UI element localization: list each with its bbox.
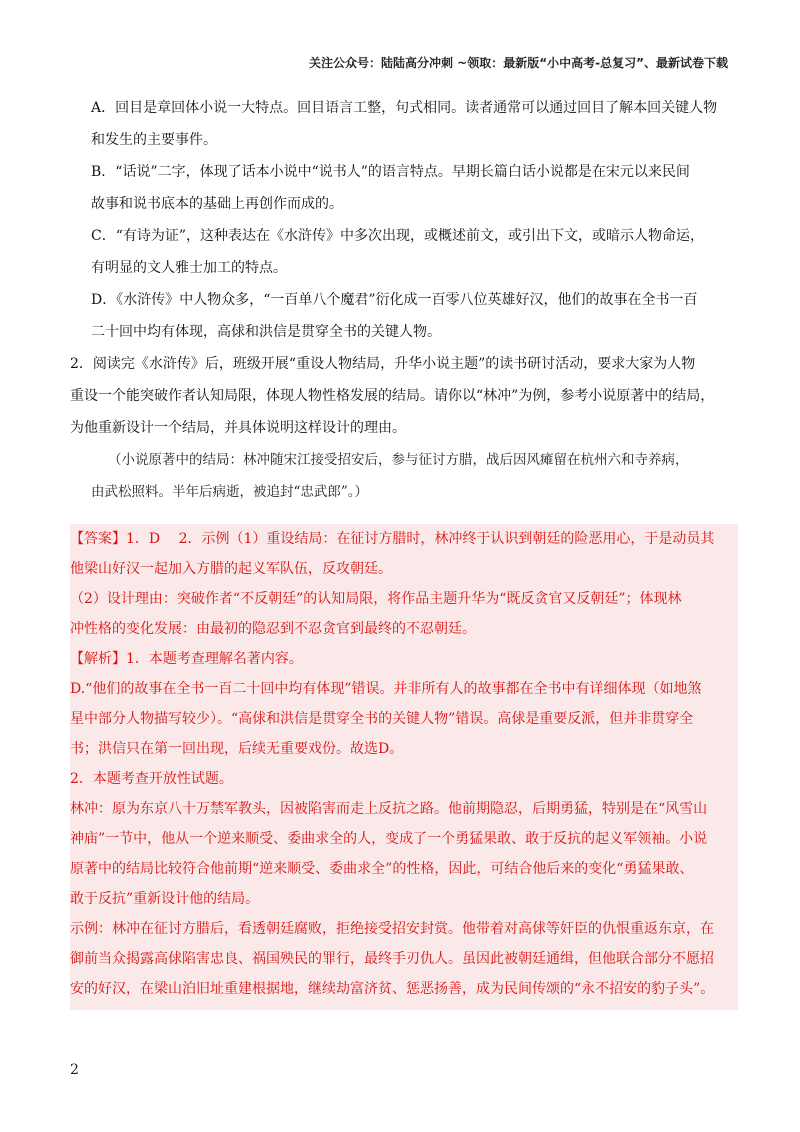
analysis-line: 神庙”一节中，他从一个逆来顺受、委曲求全的人，变成了一个勇猛果敢、敢于反抗的起义军领袖。小说 (70, 831, 708, 847)
analysis-line: 【解析】1．本题考查理解名著内容。 (70, 651, 303, 667)
example-line: 安的好汉，在梁山泊旧址重建根据地，继续劫富济贫、惩恶扬善，成为民间传颂的“永不招安的豹子头”。 (70, 981, 715, 997)
question2-line2: 重设一个能突破作者认知局限，体现人物性格发展的结局。请你以“林冲”为例，参考小说原著中的结局， (70, 388, 715, 404)
analysis-line: D.“他们的故事在全书一百二十回中均有体现”错误。并非所有人的故事都在全书中有详细体现（如地煞 (70, 681, 702, 697)
original-ending-note-line2: 由武松照料。半年后病逝，被追封“忠武郎”。） (91, 484, 369, 500)
option-b-line2: 故事和说书底本的基础上再创作而成的。 (91, 196, 343, 212)
option-c-line2: 有明显的文人雅士加工的特点。 (91, 260, 287, 276)
analysis-line: 2．本题考查开放性试题。 (70, 771, 233, 787)
question2-line3: 为他重新设计一个结局，并具体说明这样设计的理由。 (70, 420, 406, 436)
question2-line1: 2．阅读完《水浒传》后，班级开展“重设人物结局，升华小说主题”的读书研讨活动，要求大家为人物 (70, 356, 696, 372)
analysis-line: 星中部分人物描写较少）。“高俅和洪信是贯穿全书的关键人物”错误。高俅是重要反派，但并非贯穿全 (70, 711, 694, 727)
answer-line: （2）设计理由：突破作者“不反朝廷”的认知局限，将作品主题升华为“既反贪官又反朝廷”；体现林 (70, 591, 682, 607)
answer-line: 冲性格的变化发展：由最初的隐忍到不忍贪官到最终的不忍朝廷。 (70, 621, 476, 637)
analysis-line: 书；洪信只在第一回出现，后续无重要戏份。故选D。 (70, 741, 404, 757)
example-line: 示例：林冲在征讨方腊后，看透朝廷腐败，拒绝接受招安封赏。他带着对高俅等奸臣的仇恨重返东京，在 (70, 921, 714, 937)
analysis-line: 林冲：原为东京八十万禁军教头，因被陷害而走上反抗之路。他前期隐忍，后期勇猛，特别是在“风雪山 (70, 801, 708, 817)
page-header: 关注公众号：陆陆高分冲刺 ~领取：最新版“小中高考-总复习”、最新试卷下载 (309, 56, 728, 70)
option-c-line1: C．“有诗为证”，这种表达在《水浒传》中多次出现，或概述前文，或引出下文，或暗示人物命运， (91, 228, 705, 244)
question-section (70, 92, 730, 508)
answer-block (70, 524, 738, 1010)
analysis-line: 原著中的结局比较符合他前期“逆来顺受、委曲求全”的性格，因此，可结合他后来的变化“勇猛果敢、 (70, 861, 694, 877)
analysis-line: 敢于反抗”重新设计他的结局。 (70, 891, 260, 907)
example-line: 御前当众揭露高俅陷害忠良、祸国殃民的罪行，最终手刃仇人。虽因此被朝廷通缉，但他联合部分不愿招 (70, 951, 714, 967)
answer-line: 【答案】1．D 2．示例（1）重设结局：在征讨方腊时，林冲终于认识到朝廷的险恶用心，于是动员其 (70, 531, 715, 547)
option-a-line2: 和发生的主要事件。 (91, 132, 217, 148)
option-a-line1: A．回目是章回体小说一大特点。回目语言工整，句式相同。读者通常可以通过回目了解本回关键人物 (91, 100, 718, 116)
option-d-line1: D．《水浒传》中人物众多，“一百单八个魔君”衍化成一百零八位英雄好汉，他们的故事在全书一百 (91, 292, 698, 308)
answer-line: 他梁山好汉一起加入方腊的起义军队伍，反攻朝廷。 (70, 561, 392, 577)
original-ending-note-line1: （小说原著中的结局：林冲随宋江接受招安后，参与征讨方腊，战后因风瘫留在杭州六和寺养病， (108, 452, 689, 468)
option-b-line1: B．“话说”二字，体现了话本小说中“说书人”的语言特点。早期长篇白话小说都是在宋元以来民间 (91, 164, 690, 180)
option-d-line2: 二十回中均有体现，高俅和洪信是贯穿全书的关键人物。 (91, 324, 441, 340)
page-number: 2 (70, 1062, 79, 1078)
